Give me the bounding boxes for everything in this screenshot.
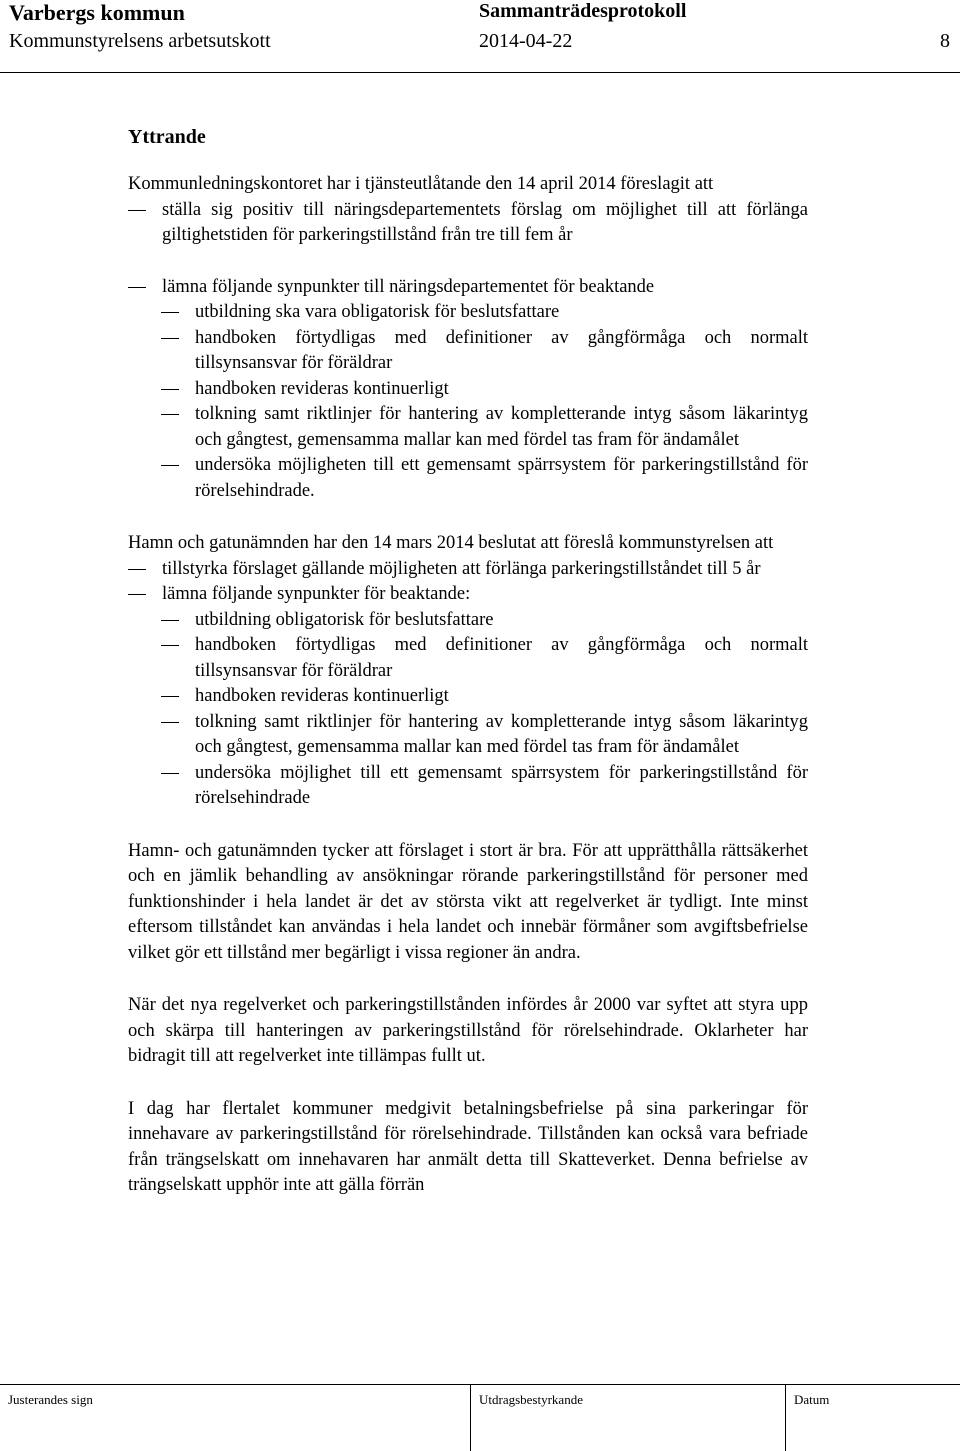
page-number: 8 bbox=[940, 30, 950, 52]
list-item-text: lämna följande synpunkter till näringsdepartementet för beaktande bbox=[162, 276, 655, 297]
dash-bullet bbox=[161, 465, 179, 466]
list-item-text: utbildning ska vara obligatorisk för beslutsfattare bbox=[195, 302, 560, 322]
kommunledning-list bbox=[128, 198, 808, 301]
list-item bbox=[128, 198, 808, 249]
list-item-text: handboken förtydligas med definitioner av gångförmåga och normalt tillsynsansvar för föräldrar bbox=[195, 635, 808, 681]
hamn-intro: Hamn och gatunämnden har den 14 mars 2014 beslutat att föreslå kommunstyrelsen att bbox=[128, 533, 774, 553]
list-item bbox=[128, 402, 808, 453]
list-item bbox=[128, 557, 808, 583]
list-item bbox=[128, 608, 808, 634]
page-header bbox=[0, 0, 960, 73]
dash-bullet bbox=[128, 594, 146, 595]
body-paragraph: I dag har flertalet kommuner medgivit betalningsbefrielse på sina parkeringar för innehavare av parkeringstillstånd för rörelsehindrade. Tillstånden kan också vara befriade från trängselskatt om innehavaren har anmält detta till Skatteverket. Denna befrielse av trängselskatt upphör inte att gälla förrän bbox=[128, 1098, 808, 1195]
document-type: Sammanträdesprotokoll bbox=[479, 0, 687, 22]
dash-bullet bbox=[161, 620, 179, 621]
list-item bbox=[128, 582, 808, 608]
committee-name: Kommunstyrelsens arbetsutskott bbox=[9, 30, 271, 52]
list-item-text: tillstyrka förslaget gällande möjligheten att förlänga parkeringstillståndet till 5 år bbox=[162, 558, 761, 579]
dash-bullet bbox=[161, 389, 179, 390]
list-item bbox=[128, 761, 808, 812]
dash-bullet bbox=[161, 696, 179, 697]
hamn-list bbox=[128, 557, 808, 608]
page-footer bbox=[0, 1384, 960, 1451]
list-item-text: handboken revideras kontinuerligt bbox=[195, 378, 449, 399]
footer-extract-label: Utdragsbestyrkande bbox=[479, 1392, 583, 1407]
dash-bullet bbox=[161, 414, 179, 415]
footer-date-box[interactable] bbox=[786, 1385, 960, 1451]
kommunledning-sublist bbox=[128, 300, 808, 504]
list-item-text: tolkning samt riktlinjer för hantering av kompletterande intyg såsom läkarintyg och gångtest, gemensamma mallar kan med fördel tas fram för ändamålet bbox=[195, 404, 808, 450]
footer-date-label: Datum bbox=[794, 1392, 830, 1407]
list-item-text: undersöka möjlighet till ett gemensamt spärrsystem för parkeringstillstånd för rörelsehindrade bbox=[195, 762, 808, 808]
list-item-text: tolkning samt riktlinjer för hantering av kompletterande intyg såsom läkarintyg och gångtest, gemensamma mallar kan med fördel tas fram för ändamålet bbox=[195, 711, 808, 757]
dash-bullet bbox=[161, 338, 179, 339]
list-item-text: handboken förtydligas med definitioner av gångförmåga och normalt tillsynsansvar för föräldrar bbox=[195, 327, 808, 373]
footer-sign-label: Justerandes sign bbox=[8, 1392, 93, 1407]
list-item-text: handboken revideras kontinuerligt bbox=[195, 686, 449, 706]
list-item bbox=[128, 684, 808, 710]
dash-bullet bbox=[128, 210, 146, 211]
list-item-text: ställa sig positiv till näringsdepartementets förslag om möjlighet till att förlänga giltighetstiden för parkeringstillstånd från tre till fem år bbox=[162, 199, 808, 245]
list-item bbox=[128, 275, 808, 301]
dash-bullet bbox=[161, 722, 179, 723]
list-item bbox=[128, 633, 808, 684]
kommunledning-intro: Kommunledningskontoret har i tjänsteutlåtande den 14 april 2014 föreslagit att bbox=[128, 174, 714, 194]
body-paragraph: Hamn- och gatunämnden tycker att förslaget i stort är bra. För att upprätthålla rättsäkerhet och en jämlik behandling av ansökningar rörande parkeringstillstånd för personer med funktionshinder i hela landet är det av största vikt att regelverket är tydligt. Inte minst eftersom tillståndet kan användas i hela landet och innebär förmåner som avgiftsbefrielse vilket gör ett tillstånd mer begärligt i vissa regioner än andra. bbox=[128, 840, 808, 963]
list-item bbox=[128, 710, 808, 761]
section-title: Yttrande bbox=[128, 126, 206, 148]
document-body bbox=[128, 124, 808, 1199]
list-item-text: lämna följande synpunkter för beaktande: bbox=[162, 584, 471, 604]
footer-extract-box[interactable] bbox=[471, 1385, 786, 1451]
dash-bullet bbox=[161, 645, 179, 646]
footer-sign-box[interactable] bbox=[0, 1385, 471, 1451]
dash-bullet bbox=[161, 312, 179, 313]
organization-name: Varbergs kommun bbox=[9, 0, 185, 25]
list-item bbox=[128, 326, 808, 377]
list-item bbox=[128, 453, 808, 504]
list-item bbox=[128, 300, 808, 326]
body-paragraph: När det nya regelverket och parkeringstillstånden infördes år 2000 var syftet att styra upp och skärpa till hanteringen av parkeringstillstånd för rörelsehindrade. Oklarheter har bidragit till att regelverket inte tillämpas fullt ut. bbox=[128, 995, 808, 1066]
dash-bullet bbox=[161, 773, 179, 774]
dash-bullet bbox=[128, 569, 146, 570]
list-item-text: undersöka möjligheten till ett gemensamt spärrsystem för parkeringstillstånd för rörelsehindrade. bbox=[195, 455, 808, 501]
meeting-date: 2014-04-22 bbox=[479, 30, 573, 52]
list-item-text: utbildning obligatorisk för beslutsfattare bbox=[195, 609, 494, 630]
dash-bullet bbox=[128, 287, 146, 288]
list-item bbox=[128, 377, 808, 403]
hamn-sublist bbox=[128, 608, 808, 812]
